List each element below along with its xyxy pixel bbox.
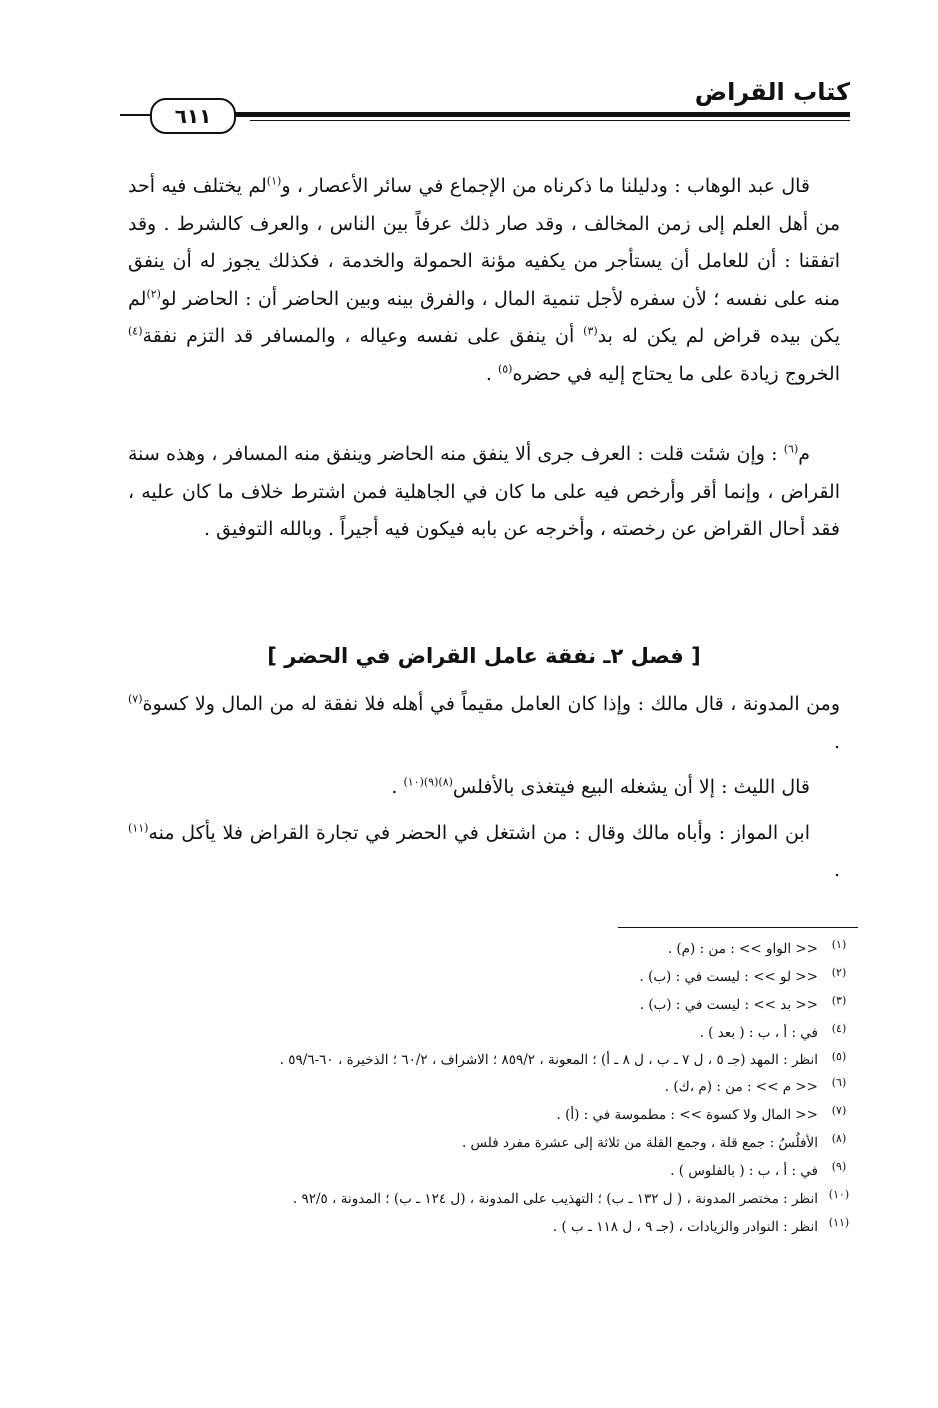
paragraph-2-text	[128, 436, 840, 549]
footnote-ref[interactable]: (٣)	[583, 324, 598, 338]
footnote-text: في : أ ، ب : ( بعد ) .	[699, 1025, 818, 1041]
footnote-number: (١)	[831, 938, 847, 951]
footnote-ref[interactable]: (١١)	[128, 821, 149, 835]
footnote-ref[interactable]: (٧)	[128, 692, 143, 706]
header-rule-thick	[210, 112, 850, 117]
header-rule-thin	[250, 120, 850, 121]
footnote-text: << لو >> : ليست في : (ب) .	[639, 969, 818, 985]
footnote-number: (٣)	[831, 994, 847, 1007]
text-run: أن ينفق على نفسه وعياله ، والمسافر قد التزم نفقة	[142, 325, 584, 347]
footnote-item	[128, 1047, 860, 1073]
footnote-number: (٧)	[831, 1104, 847, 1117]
page-number-badge	[150, 98, 236, 134]
footnote-number: (١١)	[828, 1216, 850, 1229]
footnote-text: انظر : مختصر المدونة ، ( ل ١٣٢ ـ ب) ؛ التهذيب على المدونة ، (ل ١٢٤ ـ ب) ؛ المدونة ، ٩٢/٥ .	[292, 1191, 818, 1207]
footnote-item	[128, 935, 860, 963]
footnote-ref[interactable]: (١٠)	[403, 775, 424, 789]
text-run: : وإن شئت قلت : العرف جرى ألا ينفق منه الحاضر وينفق منه المسافر ، وهذه سنة القراض ، وإنما أقر وأرخص فيه على ما كان في الجاهلية فمن اشترط خلاف ما كان عليه ، فقد أحال القراض عن رخصته ، وأخرجه عن بابه فيكون فيه أجيراً . وبالله التوفيق .	[128, 443, 840, 540]
footnote-text: << الواو >> : من : (م) .	[667, 941, 818, 957]
text-run: الخروج زيادة على ما يحتاج إليه في حضره	[512, 362, 840, 385]
section-heading: [ فصل ٢ـ نفقة عامل القراض في الحضر ]	[267, 644, 701, 668]
header-rule-tail	[120, 114, 154, 116]
footnote-ref[interactable]: (٤)	[128, 324, 143, 338]
text-run: .	[833, 859, 840, 881]
footnote-ref[interactable]: (٨)	[438, 775, 453, 789]
paragraph-1-text	[128, 168, 840, 393]
footnote-number: (٦)	[831, 1076, 847, 1089]
paragraph-2	[128, 436, 840, 549]
footnote-item	[128, 1157, 860, 1185]
footnote-item	[128, 963, 860, 991]
page-header	[120, 74, 850, 134]
footnote-text: انظر : النوادر والزيادات ، (جـ ٩ ، ل ١١٨ ـ ب ) .	[552, 1219, 818, 1235]
text-run: لم يكن بيده قراض لم يكن له بد	[128, 287, 840, 347]
footnote-item	[128, 1129, 860, 1157]
footnote-number: (٥)	[831, 1050, 847, 1063]
footnote-text: << المال ولا كسوة >> : مطموسة في : (أ) .	[556, 1107, 818, 1123]
footnote-text: << م >> : من : (م ،ك) .	[664, 1079, 818, 1095]
footnote-ref[interactable]: (٢)	[146, 287, 161, 301]
footnote-item	[128, 1185, 860, 1213]
footnote-number: (٩)	[831, 1160, 847, 1173]
text-run: ابن المواز : وأباه مالك وقال : من اشتغل في الحضر في تجارة القراض فلا يأكل منه	[148, 821, 810, 844]
footnote-ref[interactable]: (٥)	[497, 362, 513, 376]
text-run: لم يختلف فيه أحد من أهل العلم إلى زمن المخالف ، وقد صار ذلك عرفاً بين الناس ، والعرف كالشرط . وقد اتفقنا : أن للعامل أن يستأجر من يكفيه مؤنة الحمولة والخدمة ، فكذلك يجوز له أن ينفق منه على نفسه ؛ لأن سفره لأجل تنمية المال ، والفرق بينه وبين الحاضر أن : الحاضر لو	[128, 175, 840, 310]
footnote-text: الأفلُسُ : جمع قلة ، وجمع القلة من ثلاثة إلى عشرة مفرد فلس .	[461, 1135, 818, 1151]
footnote-item	[128, 1073, 860, 1101]
footnote-text: << بد >> : ليست في : (ب) .	[639, 997, 818, 1013]
footnote-number: (٤)	[831, 1022, 847, 1035]
footnote-text: في : أ ، ب : ( بالفلوس ) .	[670, 1163, 818, 1179]
footnote-number: (٨)	[831, 1132, 847, 1145]
footnote-number: (٢)	[831, 966, 847, 979]
footnote-number: (١٠)	[828, 1188, 850, 1201]
paragraph-4-text	[128, 769, 840, 807]
footnote-item	[128, 1019, 860, 1047]
footnote-ref[interactable]: (١)	[266, 174, 282, 188]
page-number: ٦١١	[174, 104, 212, 128]
running-title: كتاب القراض	[694, 78, 850, 106]
paragraph-5-text	[128, 815, 840, 890]
footnote-item	[128, 991, 860, 1019]
text-run: م	[798, 443, 810, 465]
footnote-ref[interactable]: (٩)	[423, 775, 439, 789]
section-body	[128, 686, 840, 898]
text-run: قال الليث : إلا أن يشغله البيع فيتغذى بالأفلس	[452, 776, 810, 798]
paragraph-1	[128, 168, 840, 393]
text-run: ومن المدونة ، قال مالك : وإذا كان العامل مقيماً في أهله فلا نفقة له من المال ولا كسوة	[142, 693, 840, 715]
paragraph-3-text	[128, 686, 840, 761]
footnote-separator	[618, 927, 858, 928]
footnotes	[128, 935, 860, 1241]
text-run: .	[833, 730, 840, 753]
text-run: .	[485, 362, 498, 385]
text-run: .	[391, 776, 404, 798]
footnote-item	[128, 1101, 860, 1129]
footnote-ref[interactable]: (٦)	[783, 442, 799, 456]
text-run: قال عبد الوهاب : ودليلنا ما ذكرناه من الإجماع في سائر الأعصار ، و	[281, 175, 810, 197]
footnote-item	[128, 1213, 860, 1241]
footnote-text: انظر : المهد (جـ ٥ ، ل ٧ ـ ب ، ل ٨ ـ أ) ؛ المعونة ، ٨٥٩/٢ ؛ الاشراف ، ٦٠/٢ ؛ الذخيرة ، ٦٠-٥٩/٦ .	[279, 1052, 818, 1068]
